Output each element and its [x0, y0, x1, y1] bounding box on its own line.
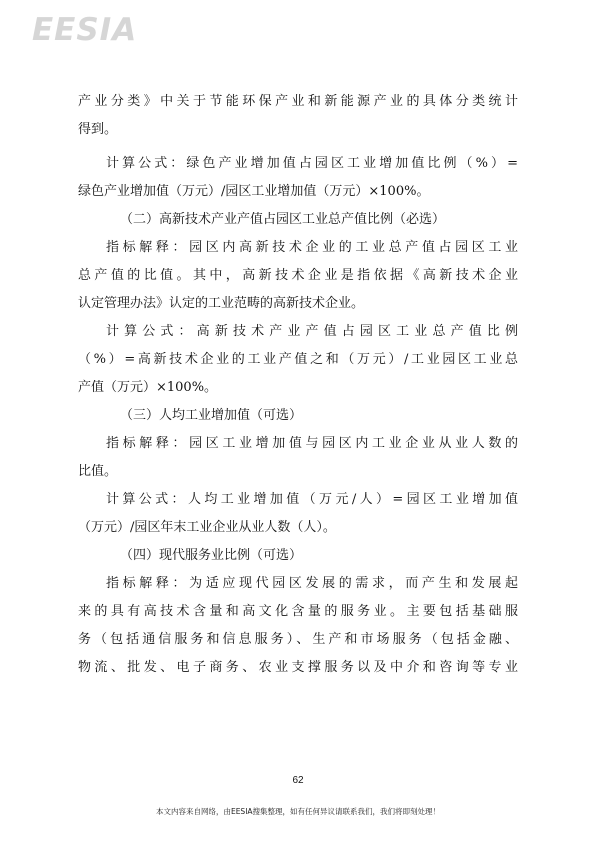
text-line: 指标解释：为适应现代园区发展的需求，而产生和发展起: [106, 576, 518, 591]
footer-note: 本文内容来自网络，由EESIA搜集整理，如有任何异议请联系我们，我们将即刻处理！: [155, 807, 441, 816]
text-line: 总产值的比值。其中，高新技术企业是指依据《高新技术企业: [78, 268, 518, 283]
section-heading: （三）人均工业增加值（可选）: [120, 408, 303, 423]
text-line: 计算公式：绿色产业增加值占园区工业增加值比例（%）=: [106, 156, 518, 171]
text-line: （万元）/园区年末工业企业从业人数（人）。: [78, 520, 336, 535]
text-line: 认定管理办法》认定的工业范畴的高新技术企业。: [78, 296, 365, 311]
text-line: 来的具有高技术含量和高文化含量的服务业。主要包括基础服: [78, 604, 518, 619]
text-line: 计算公式：高新技术产业产值占园区工业总产值比例: [106, 324, 518, 339]
logo: EESIA: [32, 12, 138, 48]
text-line: 产业分类》中关于节能环保产业和新能源产业的具体分类统计: [78, 94, 518, 109]
text-line: 比值。: [78, 464, 118, 479]
document-body: [78, 88, 518, 682]
text-line: 指标解释：园区工业增加值与园区内工业企业从业人数的: [106, 436, 518, 451]
text-line: 物流、批发、电子商务、农业支撑服务以及中介和咨询等专业: [78, 660, 518, 675]
section-heading: （四）现代服务业比例（可选）: [120, 548, 303, 563]
text-line: （%）=高新技术企业的工业产值之和（万元）/工业园区工业总: [78, 352, 518, 367]
text-line: 务（包括通信服务和信息服务）、生产和市场服务（包括金融、: [78, 632, 518, 647]
text-line: 产值（万元）×100%。: [78, 380, 218, 395]
text-line: 指标解释：园区内高新技术企业的工业总产值占园区工业: [106, 240, 518, 255]
text-line: 计算公式：人均工业增加值（万元/人）=园区工业增加值: [106, 492, 518, 507]
text-line: 绿色产业增加值（万元）/园区工业增加值（万元）×100%。: [78, 184, 430, 199]
section-heading: （二）高新技术产业产值占园区工业总产值比例（必选）: [120, 212, 446, 227]
text-line: 得到。: [78, 122, 118, 137]
page-number: 62: [292, 775, 304, 786]
